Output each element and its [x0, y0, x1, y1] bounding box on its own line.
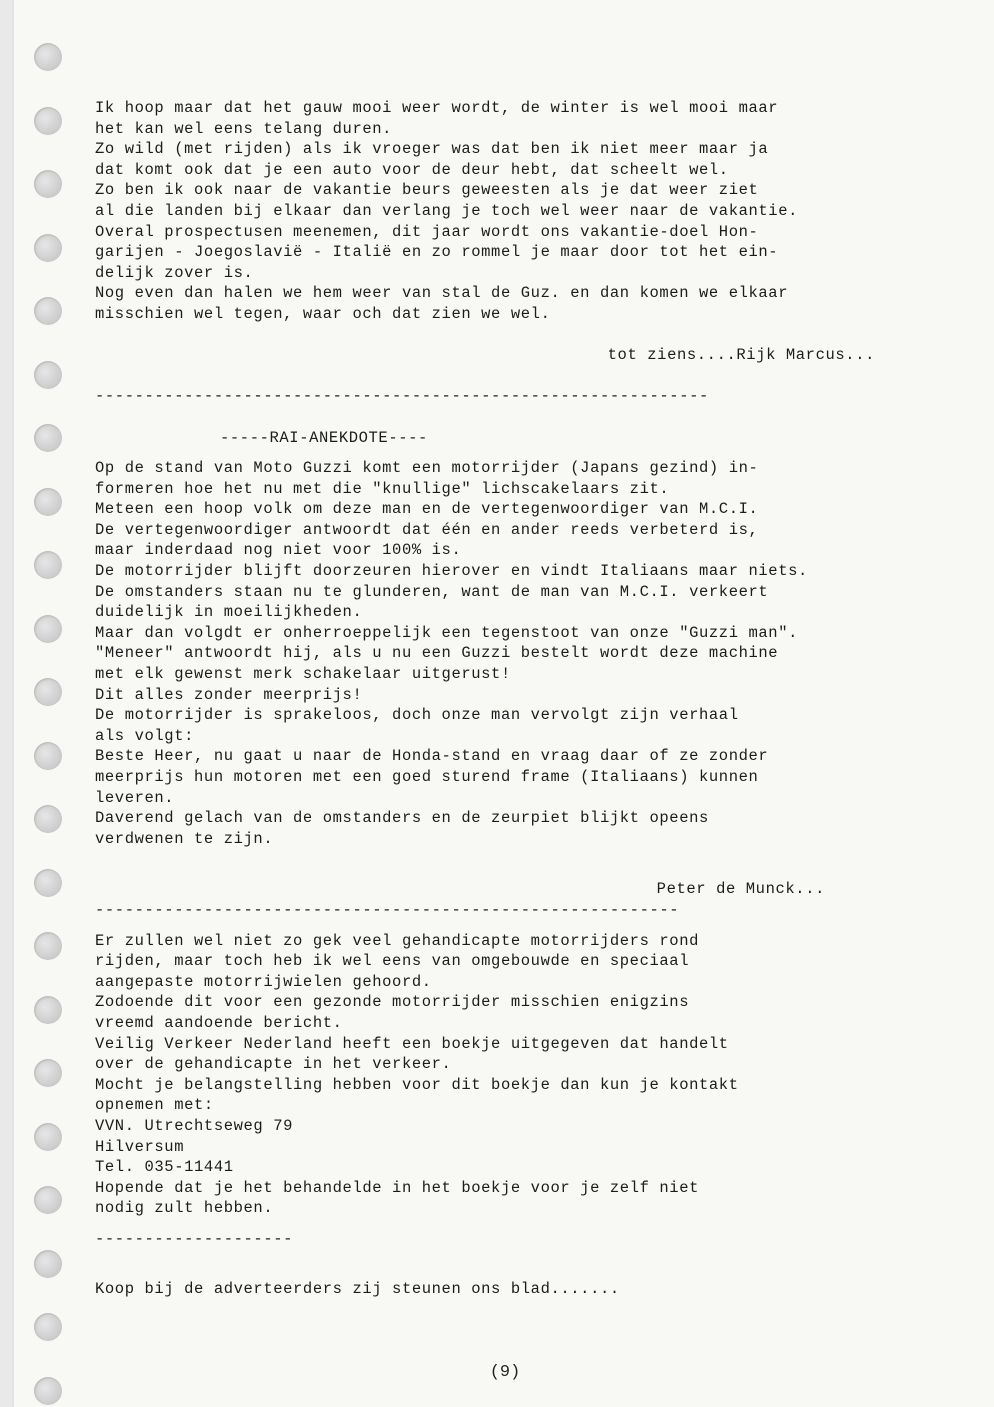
punch-hole: [34, 615, 62, 643]
text-line: over de gehandicapte in het verkeer.: [95, 1055, 452, 1074]
text-line: Overal prospectusen meenemen, dit jaar wordt ons vakantie-doel Hon-: [95, 222, 759, 241]
punch-hole: [34, 678, 62, 706]
divider-short: --------------------: [95, 1229, 294, 1248]
punch-hole: [34, 742, 62, 770]
text-line: Nog even dan halen we hem weer van stal de Guz. en dan komen we elkaar: [95, 284, 789, 303]
punch-hole: [34, 170, 62, 198]
document-page: [12, 0, 994, 1407]
text-line: De motorrijder blijft doorzeuren hierover en vindt Italiaans maar niets.: [95, 562, 808, 581]
text-line: Mocht je belangstelling hebben voor dit boekje dan kun je kontakt: [95, 1075, 739, 1094]
punch-hole: [34, 1123, 62, 1151]
text-line: delijk zover is.: [95, 263, 254, 282]
text-line: met elk gewenst merk schakelaar uitgerust!: [95, 665, 511, 684]
page-number: (9): [489, 1363, 521, 1382]
punch-hole: [34, 551, 62, 579]
signature-rijk-marcus: tot ziens....Rijk Marcus...: [607, 346, 875, 365]
punch-hole: [34, 234, 62, 262]
text-line: De vertegenwoordiger antwoordt dat één en ander reeds verbeterd is,: [95, 520, 759, 539]
text-line: Veilig Verkeer Nederland heeft een boekje uitgegeven dat handelt: [95, 1034, 729, 1053]
punch-hole: [34, 1313, 62, 1341]
column-paragraph-3: [95, 931, 975, 1219]
text-line: "Meneer" antwoordt hij, als u nu een Guzzi bestelt wordt deze machine: [95, 644, 779, 663]
text-line: misschien wel tegen, waar och dat zien we wel.: [95, 304, 551, 323]
text-line: meerprijs hun motoren met een goed sturend frame (Italiaans) kunnen: [95, 768, 759, 786]
punch-hole: [34, 869, 62, 897]
text-line: Hopende dat je het behandelde in het boekje voor je zelf niet: [95, 1178, 699, 1197]
text-line: als volgt:: [95, 726, 195, 745]
signature-peter-de-munck: Peter de Munck...: [656, 880, 825, 899]
punch-hole: [34, 996, 62, 1024]
text-line: Tel. 035-11441: [95, 1158, 234, 1177]
text-line: het kan wel eens telang duren.: [95, 119, 393, 138]
text-line: duidelijk in moeilijkheden.: [95, 603, 363, 622]
column-paragraph-2: [95, 458, 975, 849]
text-line: al die landen bij elkaar dan verlang je toch wel weer naar de vakantie.: [95, 201, 799, 220]
text-line: Er zullen wel niet zo gek veel gehandicapte motorrijders rond: [95, 931, 699, 950]
divider-line-2: -----------------------------------------------------------: [95, 900, 680, 919]
text-line: nodig zult hebben.: [95, 1199, 274, 1218]
punch-hole: [34, 361, 62, 389]
text-line: Zodoende dit voor een gezonde motorrijder misschien enigzins: [95, 993, 690, 1012]
text-line: garijen - Joegoslavië - Italië en zo rommel je maar door tot het ein-: [95, 243, 779, 262]
text-line: Dit alles zonder meerprijs!: [95, 685, 363, 704]
punch-hole: [34, 297, 62, 325]
punch-hole: [34, 1186, 62, 1214]
text-line: Meteen een hoop volk om deze man en de vertegenwoordiger van M.C.I.: [95, 500, 759, 519]
text-line: Zo wild (met rijden) als ik vroeger was dat ben ik niet meer maar ja: [95, 140, 769, 159]
text-line: vreemd aandoende bericht.: [95, 1013, 343, 1032]
punch-hole: [34, 424, 62, 452]
text-line: Hilversum: [95, 1137, 185, 1156]
page-content: [95, 98, 975, 1300]
rai-anekdote-heading: -----RAI-ANEKDOTE----: [220, 428, 428, 447]
text-line: Daverend gelach van de omstanders en de zeurpiet blijkt opeens: [95, 809, 709, 828]
text-line: verdwenen te zijn.: [95, 829, 274, 848]
punch-hole: [34, 488, 62, 516]
column-paragraph-1: [95, 98, 975, 325]
punch-hole-binding: [28, 0, 68, 1407]
text-line: Zo ben ik ook naar de vakantie beurs geweesten als je dat weer ziet: [95, 181, 759, 200]
text-line: VVN. Utrechtseweg 79: [95, 1116, 294, 1135]
punch-hole: [34, 1250, 62, 1278]
punch-hole: [34, 932, 62, 960]
text-line: maar inderdaad nog niet voor 100% is.: [95, 541, 462, 560]
punch-hole: [34, 107, 62, 135]
divider-line: --------------------------------------------------------------: [95, 387, 709, 406]
text-line: Beste Heer, nu gaat u naar de Honda-stand en vraag daar of ze zonder: [95, 747, 769, 766]
text-line: De omstanders staan nu te glunderen, want de man van M.C.I. verkeert: [95, 582, 769, 601]
text-line: rijden, maar toch heb ik wel eens van omgebouwde en speciaal: [95, 952, 690, 971]
punch-hole: [34, 43, 62, 71]
punch-hole: [34, 1059, 62, 1087]
closing-line: Koop bij de adverteerders zij steunen ons blad.......: [95, 1280, 620, 1299]
punch-hole: [34, 805, 62, 833]
text-line: Ik hoop maar dat het gauw mooi weer wordt, de winter is wel mooi maar: [95, 99, 779, 117]
text-line: De motorrijder is sprakeloos, doch onze man vervolgt zijn verhaal: [95, 706, 739, 725]
text-line: aangepaste motorrijwielen gehoord.: [95, 972, 432, 991]
text-line: Op de stand van Moto Guzzi komt een motorrijder (Japans gezind) in-: [95, 459, 759, 478]
text-line: dat komt ook dat je een auto voor de deur hebt, dat scheelt wel.: [95, 160, 729, 179]
text-line: formeren hoe het nu met die "knullige" lichscakelaars zit.: [95, 479, 670, 498]
text-line: opnemen met:: [95, 1096, 214, 1115]
text-line: Maar dan volgdt er onherroeppelijk een tegenstoot van onze "Guzzi man".: [95, 623, 799, 642]
text-line: leveren.: [95, 788, 175, 807]
